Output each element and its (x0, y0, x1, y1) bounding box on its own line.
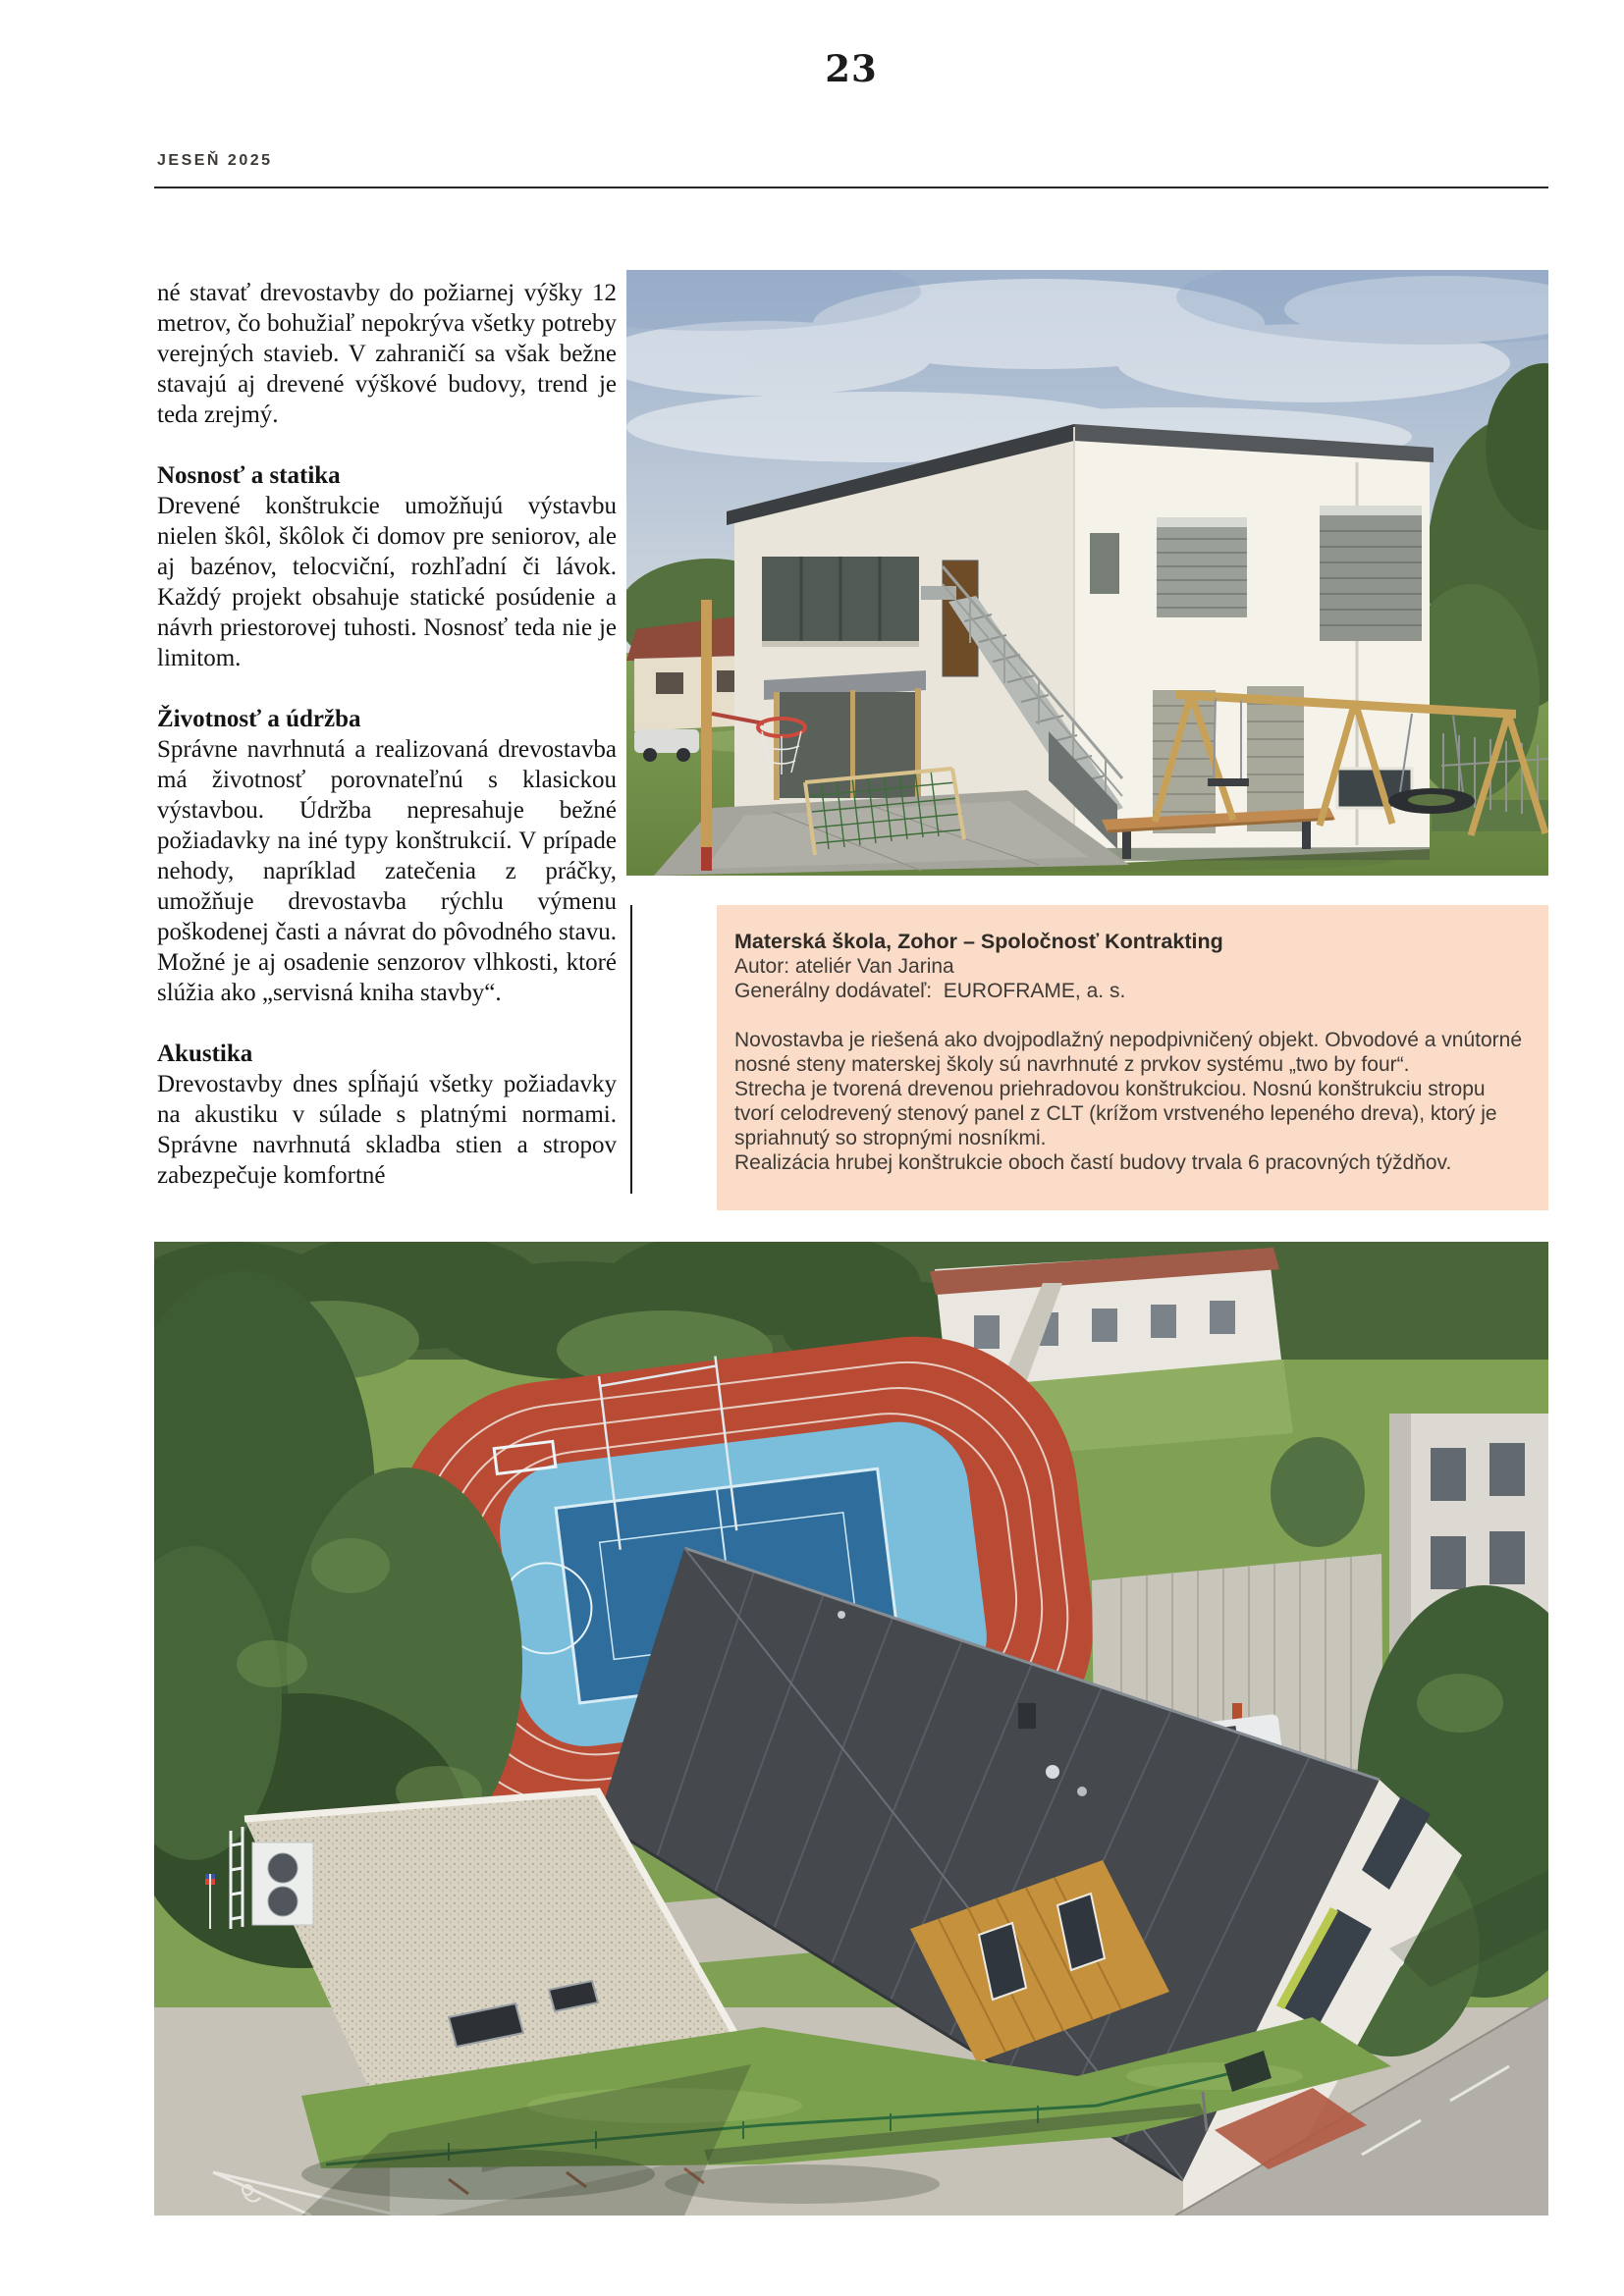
photo-kindergarten-playground (626, 270, 1548, 876)
caption-paragraph-2: Strecha je tvorená drevenou priehradovou konštrukciou. Nosnú konštrukciu stropu tvorí celodrevený stenový panel z CLT (krížom vrstveného lepeného dreva), ktorý je spriahnutý so stropnými nosníkmi. (734, 1078, 1497, 1149)
photo-aerial-view (154, 1242, 1548, 2216)
caption-paragraph-1: Novostavba je riešená ako dvojpodlažný nepodpivničený objekt. Obvodové a vnútorné nosné steny materskej školy sú navrhnuté z prvkov systému „two by four“. (734, 1029, 1523, 1076)
caption-spacer (734, 1003, 1529, 1028)
photo-top-illustration (626, 270, 1548, 876)
issue-label: JESEŇ 2025 (157, 152, 273, 169)
caption-title: Materská škola, Zohor – Spoločnosť Kontrakting (734, 930, 1223, 953)
section-body-nosnost: Drevené konštrukcie umožňujú výstavbu nielen škôl, škôlok či domov pre seniorov, ale aj bazénov, telocviční, rozhľadní či lávok. Každý projekt obsahuje statické posúdenie a návrh priestorovej tuhosti. Nosnosť teda nie je limitom. (157, 493, 617, 671)
caption-box (717, 905, 1548, 1210)
page-number: 23 (825, 47, 878, 90)
section-heading-zivotnost: Životnosť a údržba (157, 706, 361, 732)
section-heading-akustika: Akustika (157, 1041, 253, 1067)
caption-contractor: Generálny dodávateľ: EUROFRAME, a. s. (734, 980, 1126, 1002)
section-heading-nosnost: Nosnosť a statika (157, 462, 341, 489)
section-body-akustika: Drevostavby dnes spĺňajú všetky požiadavky na akustiku v súlade s platnými normami. Správne navrhnutá skladba stien a stropov zabezpečuje komfortné (157, 1071, 617, 1189)
photo-bottom-illustration (154, 1242, 1548, 2216)
article-column (157, 278, 617, 1191)
header-rule (154, 187, 1548, 188)
section-body-zivotnost: Správne navrhnutá a realizovaná drevostavba má životnosť porovnateľnú s klasickou výstavbou. Údržba nepresahuje bežné požiadavky na iné typy konštrukcií. V prípade nehody, napríklad zatečenia z práčky, umožňuje drevostavba rýchlu výmenu poškodenej časti a návrat do pôvodného stavu. Možné je aj osadenie senzorov vlhkosti, ktoré slúžia ako „servisná kniha stavby“. (157, 736, 617, 1006)
caption-author: Autor: ateliér Van Jarina (734, 955, 954, 978)
caption-rule (630, 905, 632, 1194)
caption-paragraph-3: Realizácia hrubej konštrukcie oboch častí budovy trvala 6 pracovných týždňov. (734, 1151, 1452, 1174)
article-intro: né stavať drevostavby do požiarnej výšky 12 metrov, čo bohužiaľ nepokrýva všetky potreby verejných stavieb. V zahraničí sa však bežne stavajú aj drevené výškové budovy, trend je teda zrejmý. (157, 280, 617, 428)
